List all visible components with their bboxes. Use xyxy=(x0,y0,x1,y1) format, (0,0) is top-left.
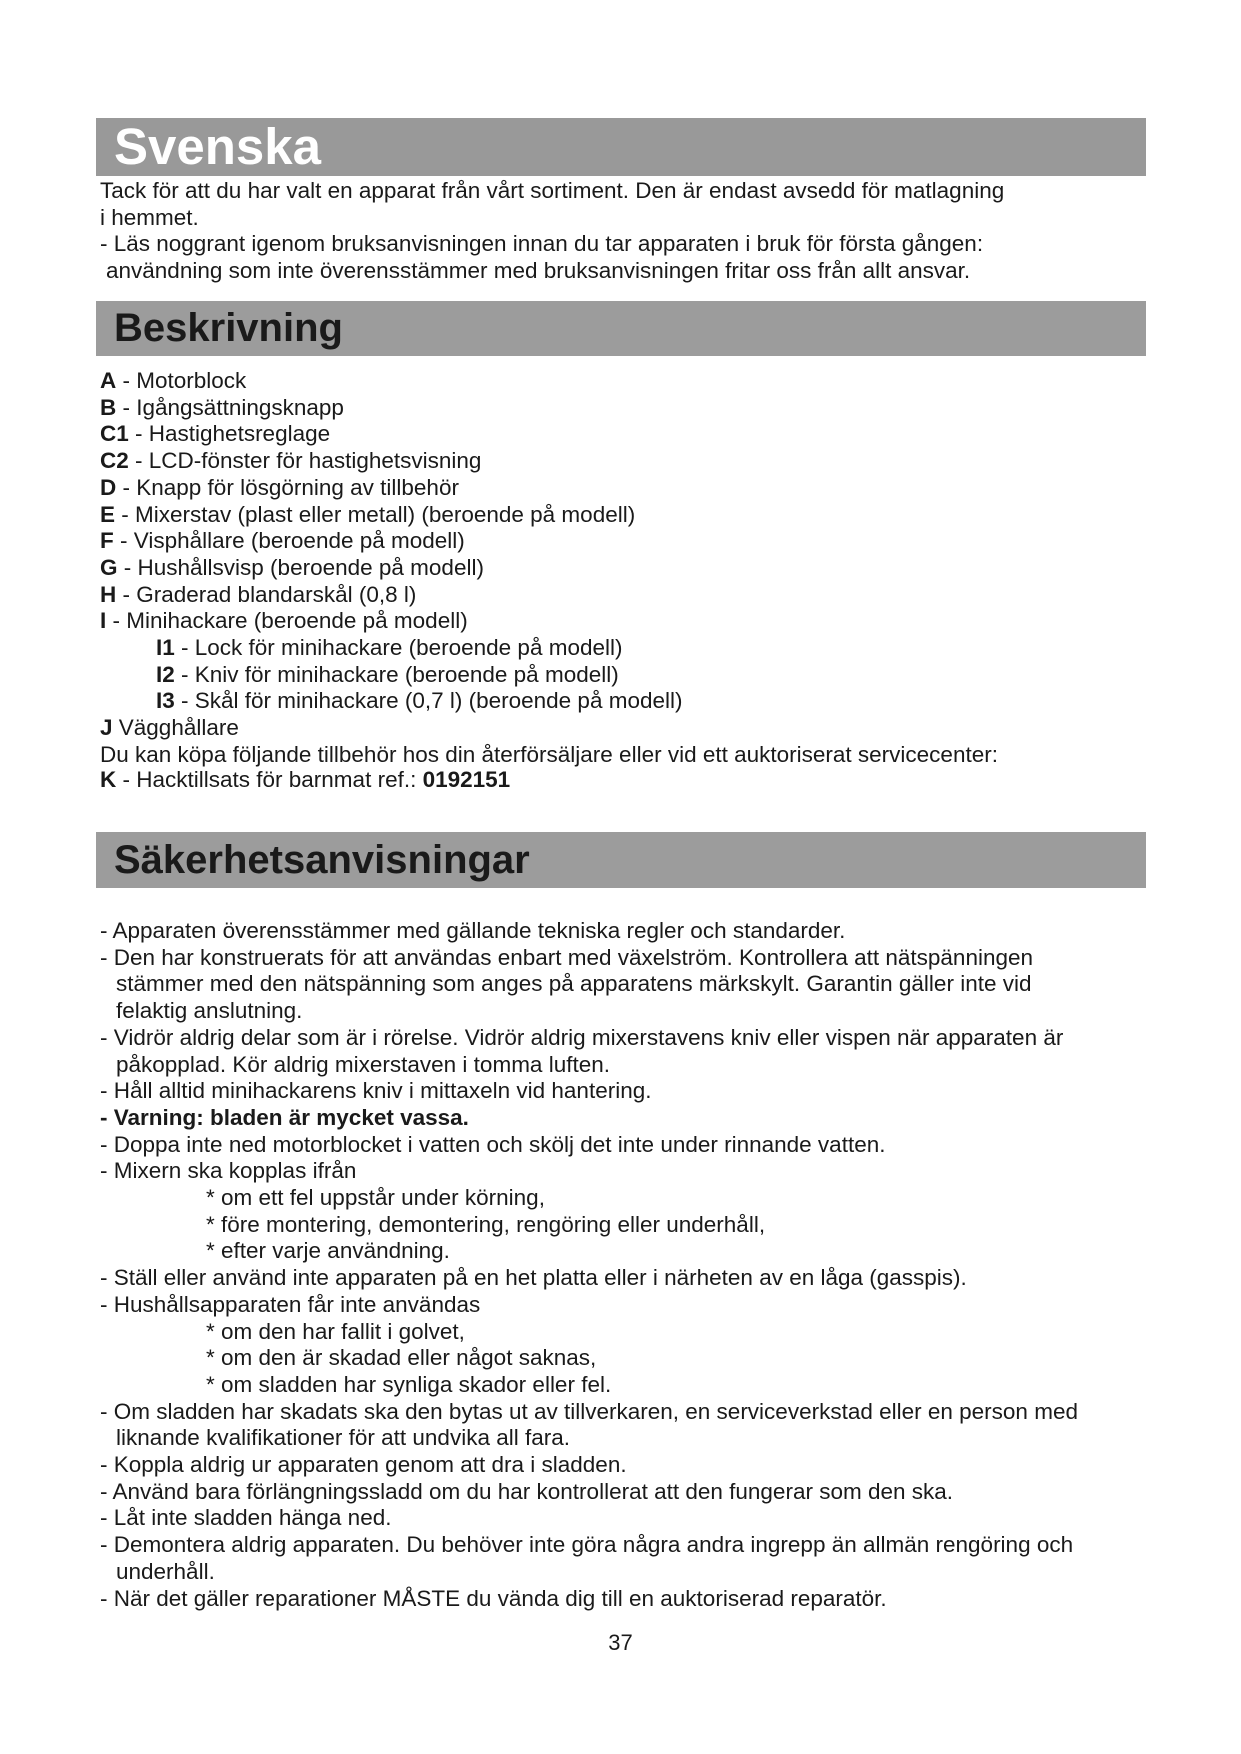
section-header-svenska xyxy=(96,118,1146,176)
list-subitem: I1 - Lock för minihackare (beroende på modell) xyxy=(156,635,623,661)
safety-subitem: * om ett fel uppstår under körning, xyxy=(206,1185,545,1211)
section-title-svenska: Svenska xyxy=(114,118,321,175)
safety-subitem: * före montering, demontering, rengöring eller underhåll, xyxy=(206,1211,766,1237)
section-header-sakerhet xyxy=(96,832,1146,888)
safety-subitem: * om sladden har synliga skador eller fel. xyxy=(206,1371,612,1397)
intro-line: i hemmet. xyxy=(100,204,199,230)
safety-line: - Håll alltid minihackarens kniv i mittaxeln vid hantering. xyxy=(100,1078,652,1104)
safety-warning: - Varning: bladen är mycket vassa. xyxy=(100,1104,469,1130)
safety-line: - Demontera aldrig apparaten. Du behöver inte göra några andra ingrepp än allmän rengöring och xyxy=(100,1532,1074,1558)
safety-line: - Om sladden har skadats ska den bytas ut av tillverkaren, en serviceverkstad eller en person med xyxy=(100,1398,1078,1424)
safety-line: - Den har konstruerats för att användas enbart med växelström. Kontrollera att nätspänningen xyxy=(100,944,1034,970)
safety-line: - Doppa inte ned motorblocket i vatten och skölj det inte under rinnande vatten. xyxy=(100,1131,886,1157)
accessory-note: Du kan köpa följande tillbehör hos din återförsäljare eller vid ett auktoriserat servicecenter: xyxy=(100,741,998,767)
safety-line: - Koppla aldrig ur apparaten genom att dra i sladden. xyxy=(100,1452,627,1478)
safety-line: felaktig anslutning. xyxy=(116,998,303,1024)
list-item: D - Knapp för lösgörning av tillbehör xyxy=(100,474,459,500)
intro-line: Tack för att du har valt en apparat från vårt sortiment. Den är endast avsedd för matlagning xyxy=(100,178,1005,203)
safety-line: liknande kvalifikationer för att undvika all fara. xyxy=(116,1425,570,1451)
safety-subitem: * om den har fallit i golvet, xyxy=(206,1318,465,1344)
intro-paragraph xyxy=(100,178,1150,285)
list-item: A - Motorblock xyxy=(100,368,247,393)
safety-line: påkopplad. Kör aldrig mixerstaven i tomma luften. xyxy=(116,1051,610,1077)
safety-subitem: * om den är skadad eller något saknas, xyxy=(206,1345,597,1371)
safety-list xyxy=(100,918,1150,1612)
safety-line: - Vidrör aldrig delar som är i rörelse. Vidrör aldrig mixerstavens kniv eller vispen när apparaten är xyxy=(100,1024,1064,1050)
page-number: 37 xyxy=(608,1630,633,1655)
section-title-sakerhet: Säkerhetsanvisningar xyxy=(114,838,530,882)
safety-line: - Ställ eller använd inte apparaten på en het platta eller i närheten av en låga (gasspis). xyxy=(100,1265,967,1291)
list-item: H - Graderad blandarskål (0,8 l) xyxy=(100,581,417,607)
section-title-beskrivning: Beskrivning xyxy=(114,306,343,350)
list-item: I - Minihackare (beroende på modell) xyxy=(100,608,468,634)
list-item: J Vägghållare xyxy=(100,715,239,741)
accessory-ref: 0192151 xyxy=(422,766,511,792)
safety-line: - Använd bara förlängningssladd om du har kontrollerat att den fungerar som den ska. xyxy=(100,1478,954,1504)
intro-line: användning som inte överensstämmer med bruksanvisningen fritar oss från allt ansvar. xyxy=(106,258,971,284)
safety-line: - Låt inte sladden hänga ned. xyxy=(100,1505,392,1531)
accessory-item: K - Hacktillsats för barnmat ref.: 0192151 xyxy=(100,766,511,792)
list-item: C2 - LCD-fönster för hastighetsvisning xyxy=(100,448,482,474)
intro-line: - Läs noggrant igenom bruksanvisningen innan du tar apparaten i bruk för första gången: xyxy=(100,231,984,257)
list-item: B - Igångsättningsknapp xyxy=(100,394,344,420)
safety-line: stämmer med den nätspänning som anges på apparatens märkskylt. Garantin gäller inte vid xyxy=(116,971,1032,997)
list-item: C1 - Hastighetsreglage xyxy=(100,421,331,447)
safety-subitem: * efter varje användning. xyxy=(206,1238,450,1264)
list-subitem: I3 - Skål för minihackare (0,7 l) (beroende på modell) xyxy=(156,688,683,714)
list-subitem: I2 - Kniv för minihackare (beroende på modell) xyxy=(156,661,619,687)
description-list xyxy=(100,368,1150,793)
safety-line: underhåll. xyxy=(116,1558,215,1584)
list-item: G - Hushållsvisp (beroende på modell) xyxy=(100,554,484,580)
list-item: F - Visphållare (beroende på modell) xyxy=(100,528,465,554)
section-header-beskrivning xyxy=(96,301,1146,356)
safety-line: - Mixern ska kopplas ifrån xyxy=(100,1158,357,1184)
safety-line: - När det gäller reparationer MÅSTE du vända dig till en auktoriserad reparatör. xyxy=(100,1585,887,1611)
safety-line: - Hushållsapparaten får inte användas xyxy=(100,1291,481,1317)
safety-line: - Apparaten överensstämmer med gällande tekniska regler och standarder. xyxy=(100,918,846,943)
list-item: E - Mixerstav (plast eller metall) (beroende på modell) xyxy=(100,501,636,527)
